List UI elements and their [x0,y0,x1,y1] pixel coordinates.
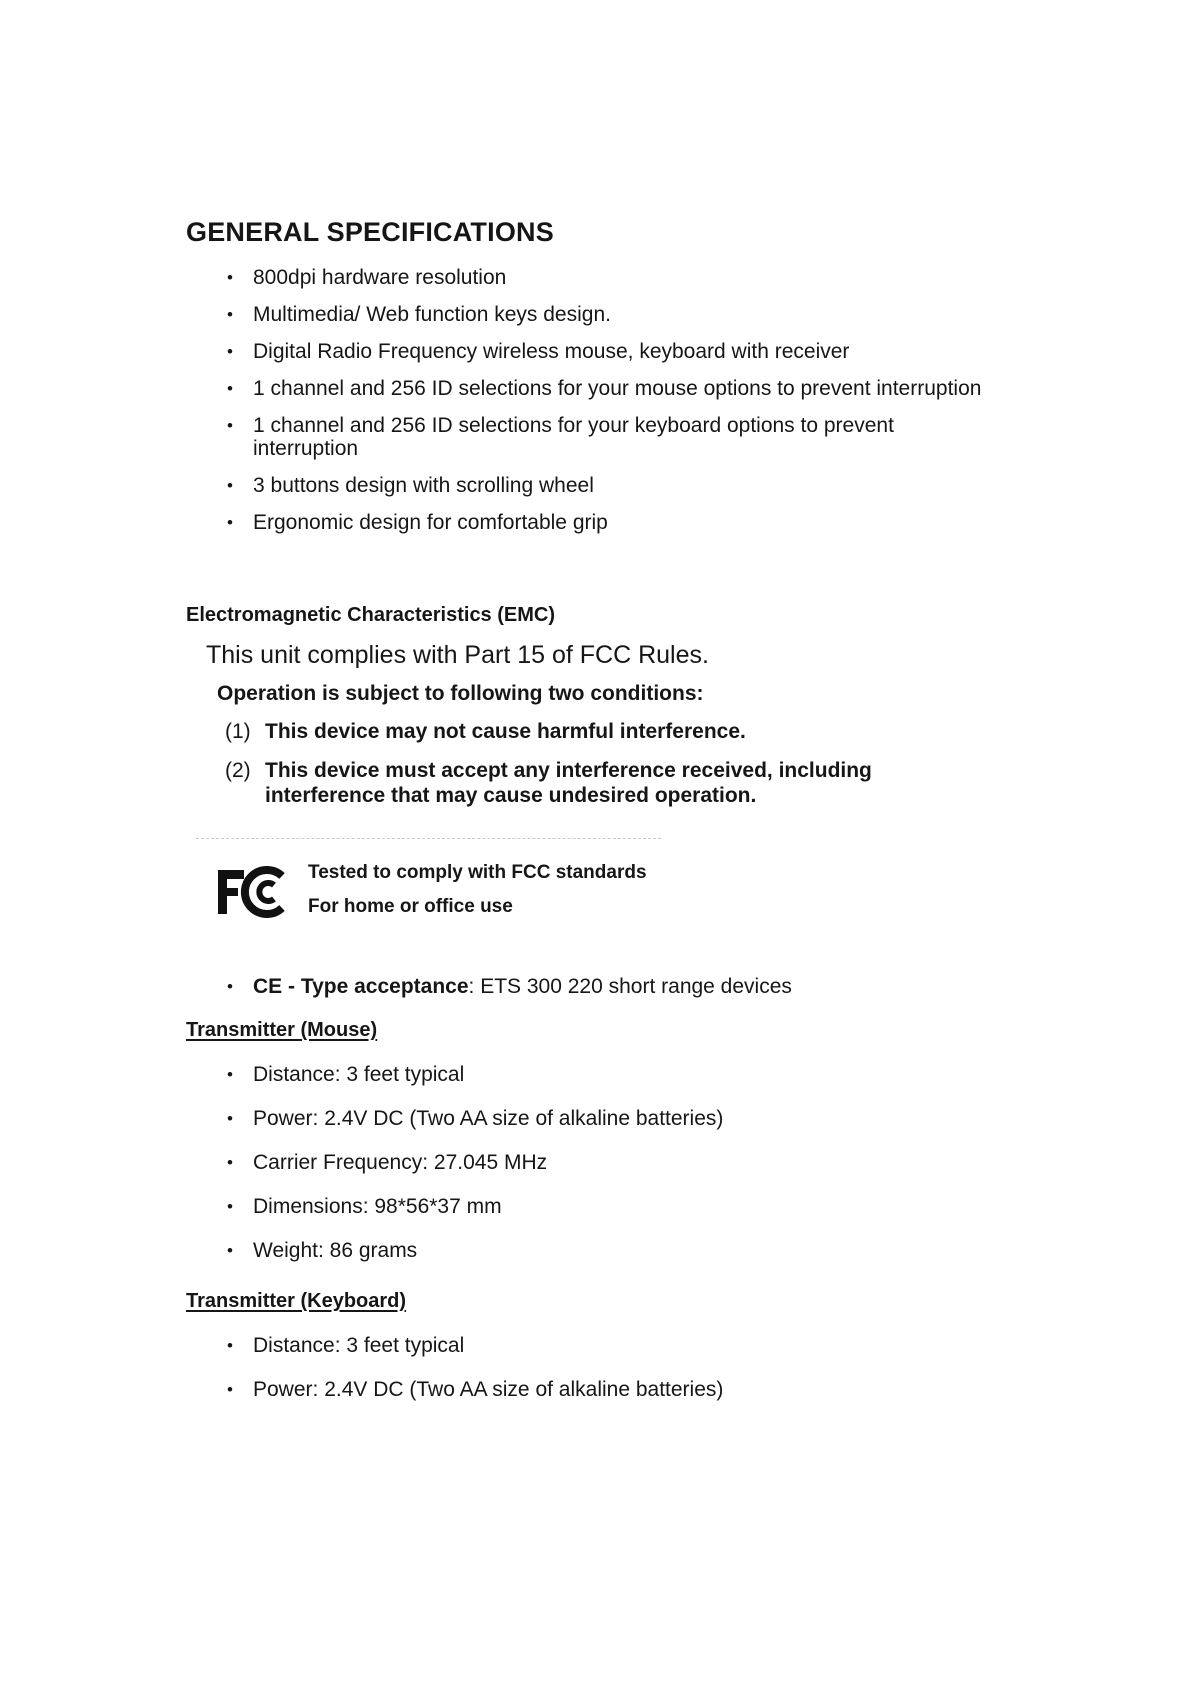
bullet-icon: • [227,1380,233,1399]
list-item [226,303,986,326]
feature-text: 1 channel and 256 ID selections for your keyboard options to prevent interruption [253,414,894,460]
feature-text: Digital Radio Frequency wireless mouse, keyboard with receiver [253,340,850,363]
bullet-icon: • [227,268,233,287]
bullet-icon: • [227,379,233,398]
fcc-usage-text: For home or office use [308,896,513,917]
list-item [226,474,986,497]
fcc-logo-icon [216,864,292,920]
list-item [226,377,986,400]
condition-number: (1) [225,720,251,743]
list-item [226,1239,986,1262]
fcc-compliance-statement: This unit complies with Part 15 of FCC Rules. [206,641,709,669]
list-item [226,1334,986,1357]
spec-text: Carrier Frequency: 27.045 MHz [253,1151,548,1174]
list-item [226,1151,986,1174]
spec-text: Dimensions: 98*56*37 mm [253,1195,502,1218]
list-item [226,1107,986,1130]
ce-label: CE - Type acceptance [253,975,469,998]
general-features-list [226,266,986,548]
ce-list [226,975,986,1012]
spec-text: Weight: 86 grams [253,1239,418,1262]
bullet-icon: • [227,1065,233,1084]
bullet-icon: • [227,476,233,495]
operation-conditions-intro: Operation is subject to following two conditions: [217,682,704,705]
condition-number: (2) [225,759,251,782]
list-item [226,266,986,289]
page-title: GENERAL SPECIFICATIONS [186,217,554,247]
fcc-tested-text: Tested to comply with FCC standards [308,862,647,883]
bullet-icon: • [227,305,233,324]
list-item [226,975,986,998]
list-item [226,1195,986,1218]
condition-item [225,758,965,808]
transmitter-mouse-heading: Transmitter (Mouse) [186,1019,378,1041]
list-item [226,511,986,534]
bullet-icon: • [227,1153,233,1172]
bullet-icon: • [227,1336,233,1355]
spec-text: Power: 2.4V DC (Two AA size of alkaline batteries) [253,1378,724,1401]
bullet-icon: • [227,513,233,532]
divider [196,838,661,839]
bullet-icon: • [227,1109,233,1128]
feature-text: 3 buttons design with scrolling wheel [253,474,594,497]
bullet-icon: • [227,1197,233,1216]
list-item [226,1063,986,1086]
feature-text: 800dpi hardware resolution [253,266,507,289]
fcc-statement [216,858,716,938]
keyboard-specs-list [226,1334,986,1422]
feature-text: Multimedia/ Web function keys design. [253,303,611,326]
list-item [226,340,986,363]
spec-text: Distance: 3 feet typical [253,1334,465,1357]
emc-heading: Electromagnetic Characteristics (EMC) [186,604,556,626]
feature-text: Ergonomic design for comfortable grip [253,511,608,534]
spec-text: Power: 2.4V DC (Two AA size of alkaline batteries) [253,1107,724,1130]
bullet-icon: • [227,1241,233,1260]
condition-text: This device must accept any interference received, including interference that may cause undesired operation. [265,759,872,807]
bullet-icon: • [227,342,233,361]
bullet-icon: • [227,416,233,435]
spec-text: Distance: 3 feet typical [253,1063,465,1086]
condition-text: This device may not cause harmful interference. [265,720,746,743]
condition-item [225,719,965,744]
list-item [226,414,986,460]
feature-text: 1 channel and 256 ID selections for your mouse options to prevent interruption [253,377,982,400]
list-item [226,1378,986,1401]
mouse-specs-list [226,1063,986,1283]
ce-value: : ETS 300 220 short range devices [468,975,792,998]
transmitter-keyboard-heading: Transmitter (Keyboard) [186,1290,407,1312]
bullet-icon: • [227,977,233,996]
